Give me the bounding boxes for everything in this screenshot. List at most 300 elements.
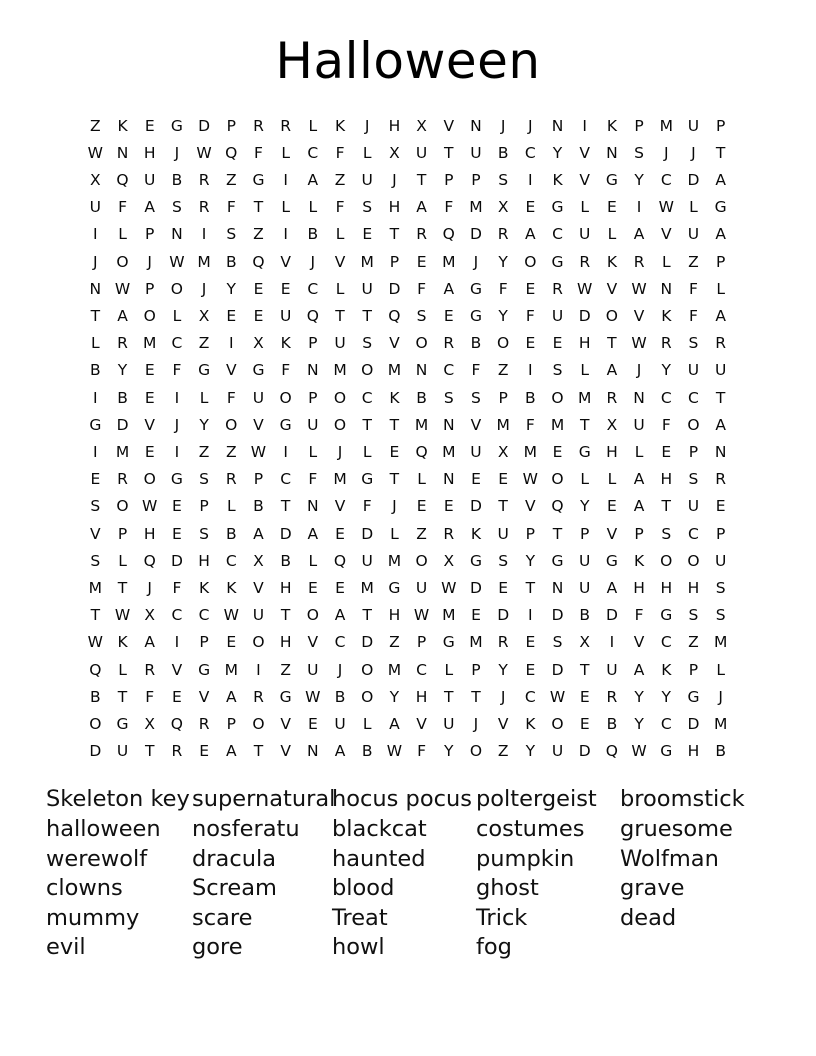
grid-cell[interactable]: M	[414, 415, 429, 434]
grid-cell[interactable]: G	[551, 252, 564, 271]
grid-cell[interactable]: L	[390, 524, 399, 543]
grid-cell[interactable]: S	[552, 633, 563, 652]
grid-cell[interactable]: I	[228, 334, 234, 353]
grid-cell[interactable]: E	[552, 334, 563, 353]
grid-cell[interactable]: Q	[252, 252, 265, 271]
grid-cell[interactable]: U	[687, 497, 700, 516]
grid-cell[interactable]: N	[307, 742, 319, 761]
grid-cell[interactable]: U	[361, 279, 373, 298]
grid-cell[interactable]: V	[606, 524, 618, 543]
grid-cell[interactable]: P	[525, 524, 536, 543]
grid-cell[interactable]: E	[144, 442, 155, 461]
grid-cell[interactable]: B	[90, 361, 101, 380]
word-list-item[interactable]: Skeleton key	[46, 786, 190, 813]
grid-cell[interactable]: T	[90, 606, 101, 625]
grid-cell[interactable]: O	[252, 633, 265, 652]
grid-cell[interactable]: X	[253, 334, 264, 353]
grid-cell[interactable]: P	[580, 524, 590, 543]
grid-cell[interactable]: Z	[497, 361, 509, 380]
grid-cell[interactable]: R	[660, 334, 672, 353]
grid-cell[interactable]: N	[551, 578, 564, 597]
grid-cell[interactable]: Q	[306, 306, 319, 325]
grid-cell[interactable]: W	[196, 143, 212, 162]
word-list-item[interactable]: gruesome	[620, 815, 733, 842]
grid-cell[interactable]: W	[223, 606, 239, 625]
grid-cell[interactable]: O	[687, 415, 700, 434]
grid-cell[interactable]: W	[631, 742, 647, 761]
grid-cell[interactable]: P	[308, 388, 318, 407]
grid-cell[interactable]: E	[525, 633, 536, 652]
grid-cell[interactable]: B	[307, 225, 319, 244]
word-list-item[interactable]: blood	[332, 875, 395, 902]
grid-cell[interactable]: M	[469, 198, 483, 217]
grid-cell[interactable]: E	[226, 306, 237, 325]
grid-cell[interactable]: K	[606, 116, 617, 135]
grid-cell[interactable]: F	[525, 306, 535, 325]
grid-cell[interactable]: H	[633, 578, 645, 597]
grid-cell[interactable]: P	[471, 170, 481, 189]
grid-cell[interactable]: D	[361, 524, 374, 543]
grid-cell[interactable]: O	[415, 334, 428, 353]
grid-cell[interactable]: R	[715, 334, 727, 353]
grid-cell[interactable]: L	[417, 470, 426, 489]
grid-cell[interactable]: W	[114, 279, 131, 298]
grid-cell[interactable]: Q	[605, 742, 618, 761]
grid-cell[interactable]: Q	[388, 306, 401, 325]
grid-cell[interactable]: V	[280, 252, 291, 271]
grid-cell[interactable]: L	[362, 442, 372, 461]
grid-cell[interactable]: Y	[661, 361, 672, 380]
grid-cell[interactable]: H	[143, 524, 156, 543]
grid-cell[interactable]: E	[471, 606, 481, 625]
grid-cell[interactable]: D	[578, 742, 591, 761]
grid-cell[interactable]: U	[551, 742, 564, 761]
grid-cell[interactable]: S	[552, 361, 563, 380]
grid-cell[interactable]: J	[201, 279, 207, 298]
grid-cell[interactable]: E	[199, 742, 209, 761]
grid-cell[interactable]: X	[144, 606, 156, 625]
grid-cell[interactable]: M	[387, 660, 402, 679]
grid-cell[interactable]: A	[715, 170, 726, 189]
grid-cell[interactable]: S	[634, 143, 645, 162]
grid-cell[interactable]: D	[578, 306, 591, 325]
grid-cell[interactable]: E	[362, 225, 373, 244]
grid-cell[interactable]: G	[170, 116, 183, 135]
grid-cell[interactable]: E	[607, 497, 617, 516]
grid-cell[interactable]: U	[714, 361, 727, 380]
grid-cell[interactable]: V	[144, 415, 156, 434]
grid-cell[interactable]: G	[687, 687, 700, 706]
grid-cell[interactable]: T	[416, 170, 427, 189]
grid-cell[interactable]: X	[416, 116, 427, 135]
grid-cell[interactable]: N	[307, 361, 319, 380]
grid-cell[interactable]: L	[716, 279, 725, 298]
grid-cell[interactable]: V	[443, 116, 455, 135]
grid-cell[interactable]: Z	[688, 252, 699, 271]
grid-cell[interactable]: T	[253, 742, 264, 761]
grid-cell[interactable]: U	[687, 225, 700, 244]
grid-cell[interactable]: B	[715, 742, 726, 761]
grid-cell[interactable]: M	[713, 633, 728, 652]
grid-cell[interactable]: O	[551, 714, 564, 733]
grid-cell[interactable]: I	[93, 442, 98, 461]
grid-cell[interactable]: M	[333, 361, 347, 380]
grid-cell[interactable]: T	[552, 524, 563, 543]
grid-cell[interactable]: A	[633, 470, 645, 489]
word-list-item[interactable]: grave	[620, 875, 685, 902]
grid-cell[interactable]: Q	[333, 551, 347, 570]
grid-cell[interactable]: V	[253, 415, 264, 434]
grid-cell[interactable]: R	[497, 633, 509, 652]
grid-cell[interactable]: O	[333, 388, 347, 407]
grid-cell[interactable]: M	[360, 578, 374, 597]
grid-cell[interactable]: U	[361, 170, 373, 189]
grid-cell[interactable]: K	[389, 388, 400, 407]
grid-cell[interactable]: U	[334, 714, 346, 733]
grid-cell[interactable]: B	[253, 497, 264, 516]
grid-cell[interactable]: M	[469, 633, 483, 652]
grid-cell[interactable]: F	[444, 198, 454, 217]
grid-cell[interactable]: F	[172, 578, 182, 597]
grid-cell[interactable]: J	[147, 578, 152, 597]
grid-cell[interactable]: N	[714, 442, 727, 461]
grid-cell[interactable]: E	[525, 660, 536, 679]
grid-cell[interactable]: D	[605, 606, 618, 625]
grid-cell[interactable]: M	[197, 252, 211, 271]
grid-cell[interactable]: Y	[199, 415, 209, 434]
grid-cell[interactable]: K	[634, 551, 645, 570]
word-list-item[interactable]: nosferatu	[192, 815, 300, 842]
grid-cell[interactable]: S	[199, 524, 210, 543]
grid-cell[interactable]: Q	[442, 225, 455, 244]
grid-cell[interactable]: B	[334, 687, 346, 706]
grid-cell[interactable]: A	[334, 606, 346, 625]
grid-cell[interactable]: P	[634, 116, 644, 135]
grid-cell[interactable]: P	[389, 252, 400, 271]
grid-cell[interactable]: V	[416, 714, 427, 733]
grid-cell[interactable]: K	[280, 334, 291, 353]
grid-cell[interactable]: T	[661, 497, 672, 516]
grid-cell[interactable]: P	[471, 660, 481, 679]
grid-cell[interactable]: Y	[525, 551, 536, 570]
grid-cell[interactable]: Y	[498, 660, 508, 679]
grid-cell[interactable]: T	[471, 687, 481, 706]
grid-cell[interactable]: U	[361, 551, 373, 570]
grid-cell[interactable]: W	[250, 442, 267, 461]
word-list-item[interactable]: Wolfman	[620, 845, 719, 872]
grid-cell[interactable]: T	[715, 143, 726, 162]
word-list-item[interactable]: ghost	[476, 875, 539, 902]
grid-cell[interactable]: Z	[198, 334, 210, 353]
grid-cell[interactable]: A	[633, 225, 645, 244]
grid-cell[interactable]: E	[416, 497, 427, 516]
grid-cell[interactable]: L	[308, 198, 318, 217]
grid-cell[interactable]: T	[444, 687, 454, 706]
grid-cell[interactable]: L	[580, 361, 590, 380]
grid-cell[interactable]: X	[497, 442, 509, 461]
grid-cell[interactable]: M	[224, 660, 238, 679]
grid-cell[interactable]: G	[89, 415, 102, 434]
grid-cell[interactable]: B	[606, 714, 618, 733]
grid-cell[interactable]: P	[634, 524, 644, 543]
grid-cell[interactable]: H	[578, 334, 591, 353]
grid-cell[interactable]: E	[144, 116, 155, 135]
word-list-item[interactable]: fog	[476, 934, 512, 961]
grid-cell[interactable]: C	[225, 551, 237, 570]
grid-cell[interactable]: G	[361, 470, 374, 489]
grid-cell[interactable]: E	[280, 279, 291, 298]
grid-cell[interactable]: Z	[253, 225, 264, 244]
grid-cell[interactable]: I	[201, 225, 207, 244]
grid-cell[interactable]: C	[307, 143, 319, 162]
grid-cell[interactable]: V	[633, 633, 645, 652]
grid-cell[interactable]: N	[171, 225, 183, 244]
grid-cell[interactable]: A	[416, 198, 427, 217]
grid-cell[interactable]: N	[633, 388, 645, 407]
grid-cell[interactable]: G	[660, 742, 673, 761]
grid-cell[interactable]: H	[415, 687, 428, 706]
grid-cell[interactable]: T	[444, 143, 454, 162]
grid-cell[interactable]: P	[715, 252, 726, 271]
grid-cell[interactable]: K	[661, 660, 672, 679]
grid-cell[interactable]: W	[142, 497, 158, 516]
grid-cell[interactable]: U	[307, 415, 319, 434]
grid-cell[interactable]: Y	[579, 497, 590, 516]
grid-cell[interactable]: C	[552, 225, 563, 244]
grid-cell[interactable]: O	[361, 660, 374, 679]
grid-cell[interactable]: T	[144, 742, 155, 761]
grid-cell[interactable]: L	[716, 660, 725, 679]
grid-cell[interactable]: M	[550, 415, 565, 434]
grid-cell[interactable]: E	[416, 252, 427, 271]
grid-cell[interactable]: J	[147, 252, 152, 271]
grid-cell[interactable]: S	[171, 198, 182, 217]
grid-cell[interactable]: Y	[444, 742, 454, 761]
grid-cell[interactable]: N	[551, 116, 564, 135]
word-list-item[interactable]: supernatural	[192, 786, 336, 813]
grid-cell[interactable]: P	[498, 388, 508, 407]
grid-cell[interactable]: K	[552, 170, 563, 189]
grid-cell[interactable]: Z	[389, 633, 400, 652]
grid-cell[interactable]: N	[442, 470, 455, 489]
grid-cell[interactable]: E	[661, 442, 672, 461]
grid-cell[interactable]: M	[496, 415, 510, 434]
grid-cell[interactable]: L	[308, 116, 318, 135]
grid-cell[interactable]: K	[117, 633, 128, 652]
word-list-item[interactable]: dracula	[192, 845, 276, 872]
grid-cell[interactable]: G	[469, 551, 482, 570]
grid-cell[interactable]: X	[253, 551, 264, 570]
grid-cell[interactable]: E	[525, 334, 536, 353]
grid-cell[interactable]: O	[361, 687, 374, 706]
grid-cell[interactable]: L	[308, 442, 318, 461]
grid-cell[interactable]: U	[579, 578, 591, 597]
grid-cell[interactable]: J	[93, 252, 98, 271]
grid-cell[interactable]: J	[636, 361, 642, 380]
grid-cell[interactable]: N	[307, 497, 319, 516]
grid-cell[interactable]: D	[551, 660, 564, 679]
grid-cell[interactable]: G	[388, 578, 401, 597]
grid-cell[interactable]: C	[688, 524, 699, 543]
grid-cell[interactable]: U	[252, 606, 265, 625]
grid-cell[interactable]: Q	[89, 660, 102, 679]
grid-cell[interactable]: B	[225, 524, 237, 543]
grid-cell[interactable]: F	[471, 361, 481, 380]
grid-cell[interactable]: F	[226, 198, 236, 217]
grid-cell[interactable]: X	[579, 633, 591, 652]
grid-cell[interactable]: V	[280, 714, 291, 733]
word-list-item[interactable]: scare	[192, 904, 253, 931]
grid-cell[interactable]: T	[607, 334, 617, 353]
grid-cell[interactable]: N	[89, 279, 102, 298]
grid-cell[interactable]: W	[441, 578, 457, 597]
grid-cell[interactable]: D	[170, 551, 183, 570]
grid-cell[interactable]: D	[198, 116, 211, 135]
grid-cell[interactable]: E	[579, 714, 590, 733]
grid-cell[interactable]: S	[688, 334, 699, 353]
grid-cell[interactable]: G	[198, 361, 211, 380]
grid-cell[interactable]: C	[524, 143, 536, 162]
grid-cell[interactable]: T	[362, 606, 372, 625]
grid-cell[interactable]: V	[579, 170, 591, 189]
grid-cell[interactable]: C	[171, 606, 183, 625]
grid-cell[interactable]: U	[443, 714, 455, 733]
grid-cell[interactable]: H	[687, 742, 700, 761]
grid-cell[interactable]: O	[279, 388, 292, 407]
word-list-item[interactable]: Trick	[476, 904, 528, 931]
grid-cell[interactable]: V	[225, 361, 237, 380]
grid-cell[interactable]: L	[118, 225, 127, 244]
grid-cell[interactable]: W	[114, 606, 131, 625]
grid-cell[interactable]: R	[198, 170, 210, 189]
grid-cell[interactable]: A	[715, 225, 726, 244]
grid-cell[interactable]: M	[333, 470, 347, 489]
grid-cell[interactable]: L	[226, 497, 236, 516]
grid-cell[interactable]: O	[116, 252, 129, 271]
grid-cell[interactable]: F	[525, 415, 535, 434]
grid-cell[interactable]: G	[551, 551, 564, 570]
grid-cell[interactable]: K	[226, 578, 237, 597]
grid-cell[interactable]: T	[117, 687, 128, 706]
grid-cell[interactable]: S	[688, 470, 699, 489]
grid-cell[interactable]: R	[198, 198, 210, 217]
grid-cell[interactable]: V	[280, 742, 291, 761]
grid-cell[interactable]: G	[279, 687, 292, 706]
grid-cell[interactable]: J	[473, 714, 479, 733]
grid-cell[interactable]: Y	[525, 742, 536, 761]
grid-cell[interactable]: L	[281, 143, 290, 162]
grid-cell[interactable]: V	[334, 252, 346, 271]
grid-cell[interactable]: U	[579, 225, 591, 244]
grid-cell[interactable]: D	[687, 170, 700, 189]
grid-cell[interactable]: J	[500, 116, 506, 135]
grid-cell[interactable]: R	[144, 660, 156, 679]
grid-cell[interactable]: Z	[198, 442, 210, 461]
grid-cell[interactable]: R	[117, 334, 128, 353]
grid-cell[interactable]: R	[416, 225, 427, 244]
grid-cell[interactable]: A	[389, 714, 400, 733]
grid-cell[interactable]: B	[497, 143, 509, 162]
grid-cell[interactable]: A	[307, 524, 319, 543]
grid-cell[interactable]: S	[226, 225, 237, 244]
grid-cell[interactable]: L	[118, 660, 127, 679]
grid-cell[interactable]: S	[498, 551, 509, 570]
grid-cell[interactable]: V	[307, 633, 319, 652]
grid-cell[interactable]: U	[334, 334, 346, 353]
grid-cell[interactable]: O	[524, 252, 537, 271]
grid-cell[interactable]: D	[361, 633, 374, 652]
grid-cell[interactable]: Z	[334, 170, 346, 189]
grid-cell[interactable]: W	[87, 143, 103, 162]
grid-cell[interactable]: F	[634, 606, 644, 625]
grid-cell[interactable]: R	[117, 470, 128, 489]
grid-cell[interactable]: I	[256, 660, 261, 679]
grid-cell[interactable]: R	[280, 116, 292, 135]
grid-cell[interactable]: S	[661, 524, 672, 543]
grid-cell[interactable]: F	[281, 361, 291, 380]
grid-cell[interactable]: X	[443, 551, 455, 570]
grid-cell[interactable]: G	[714, 198, 727, 217]
grid-cell[interactable]: W	[305, 687, 321, 706]
grid-cell[interactable]: D	[551, 606, 564, 625]
grid-cell[interactable]: E	[90, 470, 101, 489]
word-list-item[interactable]: halloween	[46, 815, 161, 842]
grid-cell[interactable]: A	[633, 660, 645, 679]
grid-cell[interactable]: V	[171, 660, 183, 679]
grid-cell[interactable]: W	[169, 252, 185, 271]
grid-cell[interactable]: H	[143, 143, 156, 162]
grid-cell[interactable]: E	[498, 470, 509, 489]
grid-cell[interactable]: M	[88, 578, 103, 597]
grid-cell[interactable]: D	[497, 606, 510, 625]
grid-cell[interactable]: L	[689, 198, 698, 217]
grid-cell[interactable]: L	[607, 225, 617, 244]
grid-cell[interactable]: G	[469, 279, 482, 298]
word-list-item[interactable]: gore	[192, 934, 243, 961]
grid-cell[interactable]: O	[89, 714, 102, 733]
grid-cell[interactable]: R	[606, 388, 618, 407]
grid-cell[interactable]: U	[687, 361, 700, 380]
grid-cell[interactable]: I	[93, 225, 98, 244]
grid-cell[interactable]: J	[310, 252, 316, 271]
grid-cell[interactable]: N	[442, 415, 455, 434]
grid-cell[interactable]: O	[551, 388, 564, 407]
grid-cell[interactable]: K	[117, 116, 128, 135]
grid-cell[interactable]: C	[660, 170, 672, 189]
grid-cell[interactable]: H	[660, 578, 673, 597]
grid-cell[interactable]: L	[362, 143, 372, 162]
grid-cell[interactable]: O	[469, 742, 483, 761]
grid-cell[interactable]: M	[115, 442, 130, 461]
grid-cell[interactable]: F	[172, 361, 182, 380]
grid-cell[interactable]: A	[606, 361, 618, 380]
grid-cell[interactable]: L	[444, 660, 454, 679]
grid-cell[interactable]: T	[579, 415, 590, 434]
grid-cell[interactable]: U	[144, 170, 156, 189]
grid-cell[interactable]: P	[416, 633, 427, 652]
grid-cell[interactable]: H	[388, 198, 401, 217]
grid-cell[interactable]: Y	[634, 714, 644, 733]
grid-cell[interactable]: C	[660, 388, 672, 407]
grid-cell[interactable]: D	[470, 497, 482, 516]
word-list-item[interactable]: poltergeist	[476, 786, 597, 813]
grid-cell[interactable]: M	[578, 388, 592, 407]
grid-cell[interactable]: G	[252, 170, 265, 189]
grid-cell[interactable]: F	[498, 279, 508, 298]
grid-cell[interactable]: L	[118, 551, 127, 570]
word-list-item[interactable]: hocus pocus	[332, 786, 472, 813]
grid-cell[interactable]: J	[718, 687, 723, 706]
